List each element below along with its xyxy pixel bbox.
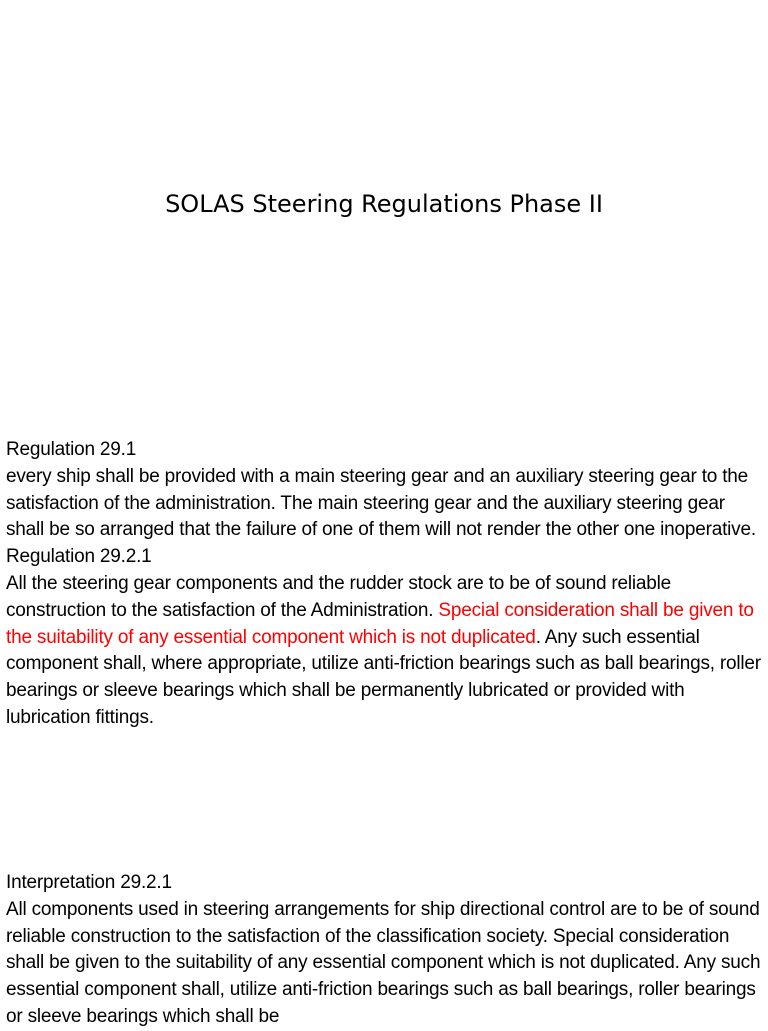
regulation-29-2-1-text-start: All the steering gear components and the rudder stock are to be of sound reliable construction to the satisfaction of the Administration.	[6, 572, 672, 621]
regulation-block	[6, 437, 764, 732]
highlighted-text: Special consideration shall be given to the suitability of any essential component which is not duplicated	[6, 599, 754, 648]
interpretation-29-2-1-text: All components used in steering arrangements for ship directional control are to be of sound reliable construction to the satisfaction of the classification society. Special consideration shall be given to the suitability of any essential component which is not duplicated. Any such essential component shall, utilize anti-friction bearings such as ball bearings, roller bearings or sleeve bearings which shall be	[6, 898, 761, 1027]
regulation-29-1-heading: Regulation 29.1	[6, 439, 137, 460]
page-title: SOLAS Steering Regulations Phase II	[165, 190, 603, 218]
regulation-29-1-text: every ship shall be provided with a main steering gear and an auxiliary steering gear to the satisfaction of the administration. The main steering gear and the auxiliary steering gear shall be so arranged that the failure of one of them will not render the other one inoperative.	[6, 465, 756, 541]
interpretation-29-2-1-heading: Interpretation 29.2.1	[6, 872, 172, 893]
regulation-29-2-1-text-end: . Any such essential component shall, where appropriate, utilize anti-friction bearings such as ball bearings, roller bearings or sleeve bearings which shall be permanently lubricated or provided with lubrication fittings.	[6, 626, 761, 728]
interpretation-block	[6, 870, 764, 1031]
regulation-29-2-1-heading: Regulation 29.2.1	[6, 546, 152, 568]
regulation-29-2-1-text	[6, 571, 764, 732]
